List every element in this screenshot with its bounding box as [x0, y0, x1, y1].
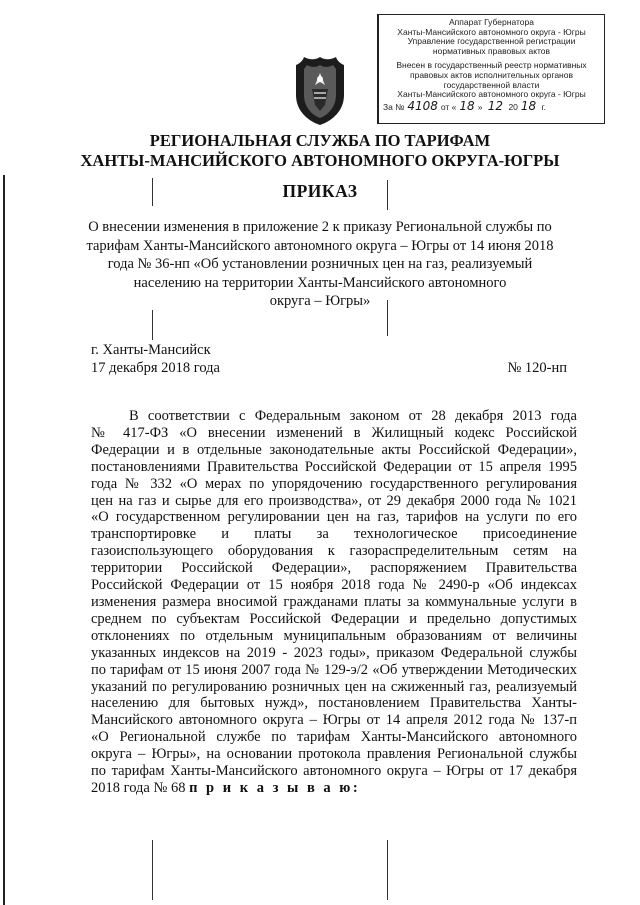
scan-mark [152, 178, 153, 206]
body-line: территории Российской Федерации», распоряжением Правительства [91, 560, 577, 577]
subject-line: округа – Югры» [269, 293, 371, 309]
stamp-registration-row: За № 4108 от « 18 » 12 20 18 г. [383, 98, 547, 113]
stamp-reg-from: от « [440, 101, 457, 112]
document-subject [60, 218, 580, 311]
body-line: «О государственном регулировании цен на газ, тарифов на услуги по его [91, 509, 577, 526]
scan-edge-line [3, 175, 5, 905]
order-keyword: п р и к а з ы в а ю: [189, 779, 361, 796]
stamp-line: правовых актов исполнительных органов [409, 70, 573, 80]
stamp-line: Аппарат Губернатора [449, 18, 534, 27]
body-line: указанных индексов на 2019 - 2023 годы», приказом Федеральной службы [91, 644, 577, 661]
stamp-line: Ханты-Мансийского автономного округа - Югры [397, 27, 586, 37]
coat-of-arms-icon [292, 55, 348, 127]
body-line: населению для бытовых нужд», постановлением Правительства Ханты- [91, 695, 577, 712]
body-line: отклонениях по отдельным муниципальным образованиям от величины [91, 627, 577, 644]
body-line: Мансийского автономного округа – Югры от 14 апреля 2012 года № 137-п [91, 712, 577, 729]
document-number: № 120-нп [507, 360, 567, 376]
stamp-reg-day: 18 [459, 98, 475, 113]
stamp-reg-prefix: За № [383, 101, 405, 112]
stamp-line: Ханты-Мансийского автономного округа - Югры [397, 90, 586, 100]
body-line: по тарифам от 15 июня 2007 года № 129-э/2 «Об утверждении Методических [91, 661, 577, 678]
body-line: среднем по субъектам Российской Федерации и предельно допустимых [91, 610, 577, 627]
stamp-reg-year-prefix: 20 [508, 101, 518, 112]
body-line: округа – Югры», на основании протокола правления Региональной службы [91, 746, 577, 763]
body-line: Федерации и в отдельные законодательные акты Российской Федерации», [91, 441, 577, 458]
scan-mark [152, 840, 153, 900]
body-line: указаний по регулированию розничных цен на сжиженный газ, реализуемый [91, 678, 577, 695]
body-line: изменения размера вносимой гражданами платы за коммунальные услуги в [91, 593, 577, 610]
document-date: 17 декабря 2018 года [91, 360, 220, 376]
document-type: ПРИКАЗ [282, 181, 358, 201]
subject-line: населению на территории Ханты-Мансийского автономного [133, 274, 507, 291]
stamp-reg-month: 12 [487, 98, 504, 113]
agency-line: РЕГИОНАЛЬНАЯ СЛУЖБА ПО ТАРИФАМ [149, 131, 491, 150]
stamp-line: государственной власти [443, 80, 540, 90]
stamp-line: Управление государственной регистрации [407, 37, 576, 47]
body-line: года № 332 «О мерах по упорядочению государственного регулирования [91, 475, 577, 492]
body-line: Российской Федерации от 15 ноября 2018 года № 2490-р «Об индексах [91, 577, 577, 594]
body-line: постановлениями Правительства Российской Федерации от 15 апреля 1995 [91, 458, 577, 475]
registration-stamp [377, 14, 605, 124]
body-line: В соответствии с Федеральным законом от 28 декабря 2013 года [129, 408, 577, 424]
scan-mark [387, 840, 388, 900]
subject-line: тарифам Ханты-Мансийского автономного округа – Югры от 14 июня 2018 [86, 237, 554, 254]
body-line: цен на газ и сырье для его производства», от 29 декабря 2000 года № 1021 [91, 492, 577, 509]
agency-line: ХАНТЫ-МАНСИЙСКОГО АВТОНОМНОГО ОКРУГА-ЮГРЫ [80, 151, 560, 170]
body-line: транспортировке и платы за технологическое присоединение [91, 526, 577, 543]
stamp-line: Внесен в государственный реестр нормативных [396, 61, 587, 71]
subject-line: О внесении изменения в приложение 2 к приказу Региональной службы по [88, 219, 552, 235]
body-line: «О Региональной службе по тарифам Ханты-Мансийского автономного [91, 729, 577, 746]
scan-mark [152, 310, 153, 340]
body-line-final [91, 780, 577, 797]
document-body [91, 408, 577, 797]
scan-mark [387, 180, 388, 210]
body-line: по тарифам Ханты-Мансийского автономного округа – Югры от 17 декабря [91, 763, 577, 780]
body-final-prefix: 2018 года № 68 [91, 779, 186, 796]
subject-line: года № 36-нп «Об установлении розничных цен на газ, реализуемый [107, 256, 533, 272]
agency-title [0, 131, 640, 171]
stamp-line: нормативных правовых актов [432, 46, 551, 56]
body-line: № 417-ФЗ «О внесении изменений в Жилищный кодекс Российской [91, 424, 577, 441]
stamp-reg-number: 4108 [407, 98, 438, 113]
stamp-reg-year: 18 [520, 98, 537, 113]
document-place: г. Ханты-Мансийск [91, 342, 211, 358]
stamp-reg-suffix: г. [541, 101, 547, 112]
body-line: газоиспользующего оборудования к газораспределительным сетям на [91, 543, 577, 560]
